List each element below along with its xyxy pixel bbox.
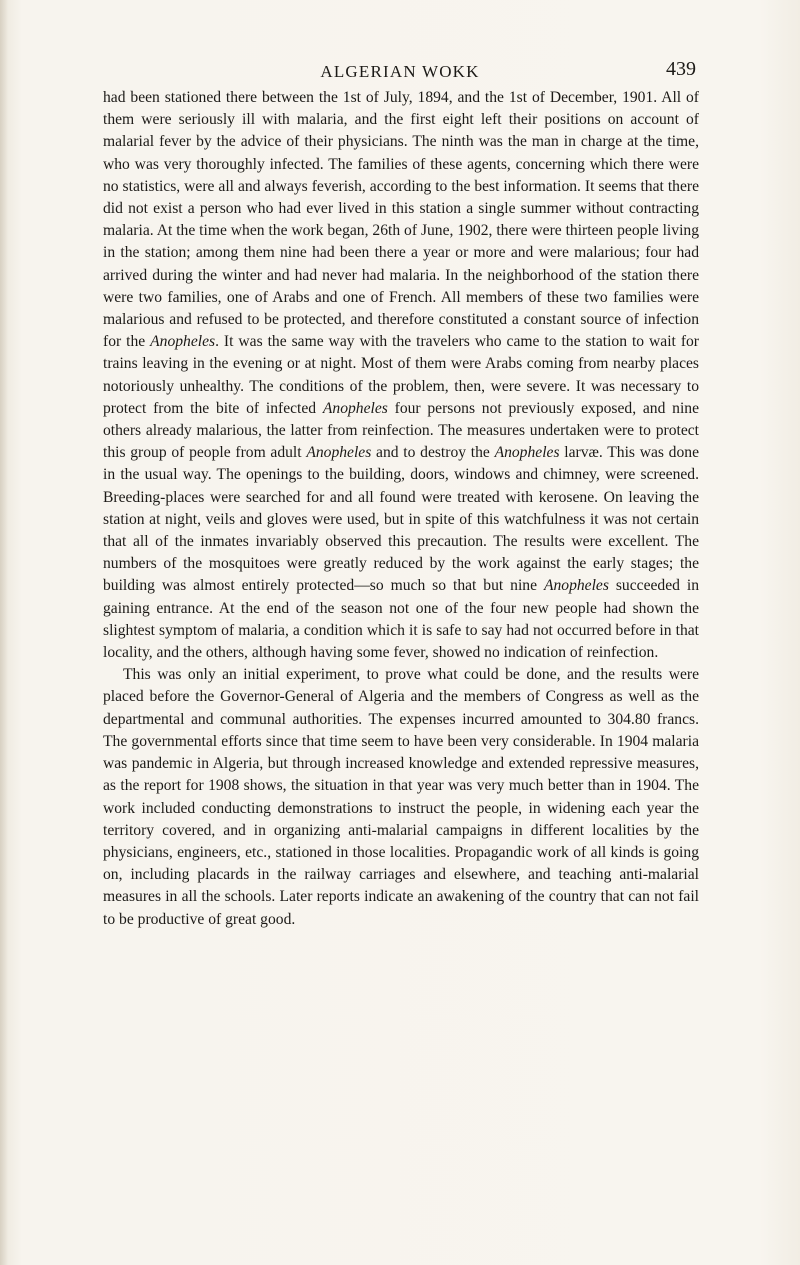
page-gutter-shadow [0, 0, 8, 1265]
body-text [103, 87, 699, 931]
text-run: This was only an initial experiment, to prove what could be done, and the results were placed before the Governor-General of Algeria and the members of Congress as well as the departmental and communal authorities. The expenses incurred amounted to 304.80 francs. The governmental efforts since that time seem to have been very considerable. In 1904 malaria was pandemic in Algeria, but through increased knowledge and extended repressive measures, as the report for 1908 shows, the situation in that year was very much better than in 1904. The work included conducting demonstrations to instruct the people, in widening each year the territory covered, and in organizing anti-malarial campaigns in different localities by the physicians, engineers, etc., stationed in those localities. Propagandic work of all kinds is going on, including placards in the railway carriages and elsewhere, and teaching anti-malarial measures in all the schools. Later reports indicate an awakening of the country that can not fail to be productive of great good. [103, 666, 699, 928]
paragraph-2 [103, 664, 699, 930]
species-name: Anopheles [494, 444, 560, 462]
paragraph-1 [103, 87, 699, 664]
text-run: and to destroy the [371, 444, 495, 462]
text-run: . It was the same way with the travelers who came to the station to wait for trains leaving in the evening or at night. Most of them were Arabs coming from nearby places notoriously unhealthy. The conditions of the problem, then, were severe. It was necessary to protect from the bite of infected [103, 333, 700, 417]
text-run: four persons not previously exposed, and nine others already malarious, the latter from reinfection. The measures undertaken were to protect this group of people from adult [103, 399, 700, 462]
text-run: larvæ. This was done in the usual way. The openings to the building, doors, windows and chimney, were screened. Breeding-places were searched for and all found were treated with kerosene. On leaving the station at night, veils and gloves were used, but in spite of this watchfulness it was not certain that all of the inmates invariably observed this precaution. The results were excellent. The numbers of the mosquitoes were greatly reduced by the work against the early stages; the building was almost entirely protected—so much so that but nine [103, 444, 699, 595]
species-name: Anopheles [150, 333, 216, 351]
text-run: had been stationed there between the 1st of July, 1894, and the 1st of December, 1901. All of them were seriously ill with malaria, and the first eight left their positions on account of malarial fever by the advice of their physicians. The ninth was the man in charge at the time, who was very thoroughly infected. The families of these agents, concerning which there were no statistics, were all and always feverish, according to the best information. It seems that there did not exist a person who had ever lived in this station a single summer without contracting malaria. At the time when the work began, 26th of June, 1902, there were thirteen people living in the station; among them nine had been there a year or more and were malarious; four had arrived during the winter and had never had malaria. In the neighborhood of the station there were two families, one of Arabs and one of French. All members of these two families were malarious and refused to be protected, and therefore constituted a constant source of infection for the [103, 89, 699, 351]
page-header [0, 58, 800, 88]
species-name: Anopheles [322, 399, 388, 417]
species-name: Anopheles [306, 444, 372, 462]
page-number: 439 [666, 58, 696, 80]
text-run: succeeded in gaining entrance. At the end of the season not one of the four new people had shown the slightest symptom of malaria, a condition which it is safe to say had not occurred before in that locality, and the others, although having some fever, showed no indication of reinfection. [103, 577, 699, 662]
species-name: Anopheles [543, 577, 609, 595]
running-head: ALGERIAN WOKK [320, 62, 480, 81]
